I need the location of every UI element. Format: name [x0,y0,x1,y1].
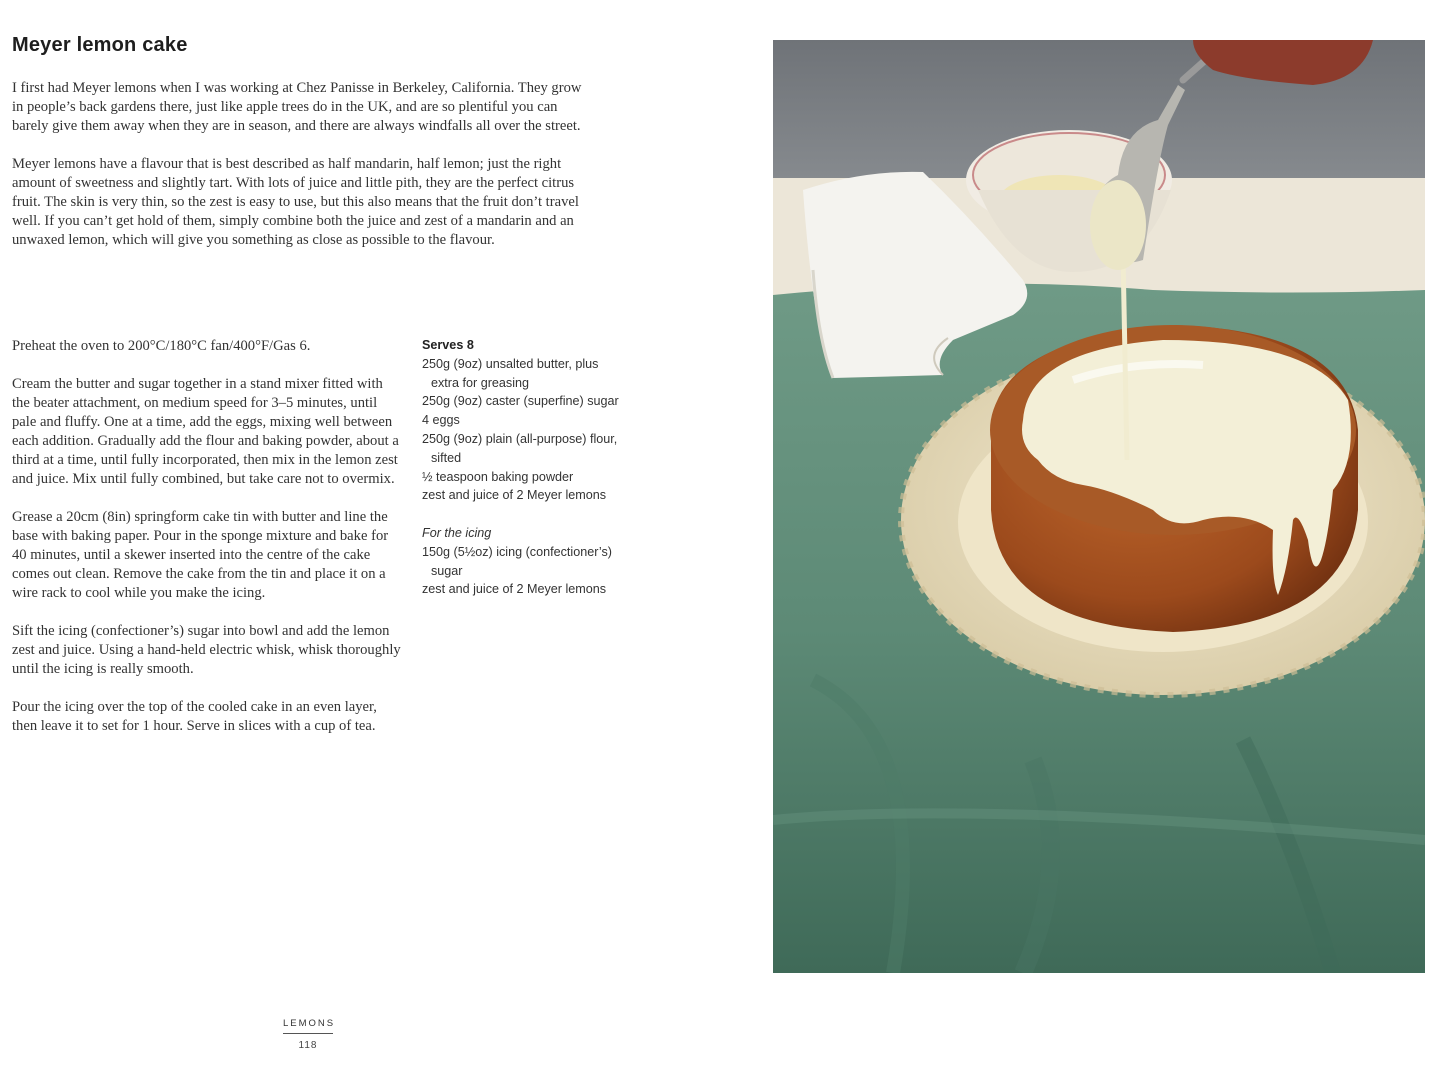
ingredient-item: 4 eggs [422,413,460,428]
intro-paragraph: Meyer lemons have a flavour that is best described as half mandarin, half lemon; just the right amount of sweetness and slightly tart. With lots of juice and little pith, they are the perfect citrus fruit. The skin is very thin, so the zest is easy to use, but this also means that the fruit don’t travel well. If you can’t get hold of them, simply combine both the juice and zest of a mandarin and an unwaxed lemon, which will give you something as close as possible to the flavour. [12,156,579,248]
cake-photo [773,40,1425,973]
recipe-page [0,0,720,1069]
intro-paragraph: I first had Meyer lemons when I was working at Chez Panisse in Berkeley, California. They grow in people’s back gardens there, just like apple trees do in the UK, and are so plentiful you can barely give them away when they are in season, and there are always windfalls all over the street. [12,80,582,134]
ingredients-panel [422,336,622,599]
method-step: Cream the butter and sugar together in a stand mixer fitted with the beater attachment, on medium speed for 3–5 minutes, until pale and fluffy. One at a time, add the eggs, mixing well between each addition. Gradually add the flour and baking powder, about a third at a time, until fully incorporated, then mix in the lemon zest and juice. Mix until fully combined, but take care not to overmix. [12,376,399,487]
recipe-method [12,337,404,755]
method-step: Grease a 20cm (8in) springform cake tin with butter and line the base with baking paper. Pour in the sponge mixture and bake for 40 minutes, until a skewer inserted into the centre of the cake comes out clean. Remove the cake from the tin and place it on a wire rack to cool while you make the icing. [12,509,389,601]
cake-photo-illustration [773,40,1425,973]
ingredient-item: ½ teaspoon baking powder [422,469,574,484]
ingredient-item: 250g (9oz) caster (superfine) sugar [422,394,619,409]
recipe-intro [12,79,590,269]
method-step: Preheat the oven to 200°C/180°C fan/400°F/Gas 6. [12,338,311,354]
method-step: Sift the icing (confectioner’s) sugar into bowl and add the lemon zest and juice. Using a hand-held electric whisk, whisk thoroughly until the icing is really smooth. [12,623,401,677]
ingredient-item: zest and juice of 2 Meyer lemons [422,582,607,597]
serves-label: Serves 8 [422,338,474,352]
recipe-title: Meyer lemon cake [12,34,188,56]
page-number: 118 [298,1040,318,1051]
icing-heading: For the icing [422,525,492,540]
ingredient-item: 250g (9oz) unsalted butter, plus extra for greasing [422,356,599,390]
method-step: Pour the icing over the top of the cooled cake in an even layer, then leave it to set for 1 hour. Serve in slices with a cup of tea. [12,699,377,734]
ingredient-list [422,355,622,505]
ingredient-item: 150g (5½oz) icing (confectioner’s) sugar [422,544,612,578]
icing-ingredient-list [422,543,622,599]
section-label: LEMONS [283,1018,333,1034]
ingredient-item: 250g (9oz) plain (all-purpose) flour, sifted [422,431,618,465]
page-footer [258,1013,358,1051]
ingredient-item: zest and juice of 2 Meyer lemons [422,488,607,503]
